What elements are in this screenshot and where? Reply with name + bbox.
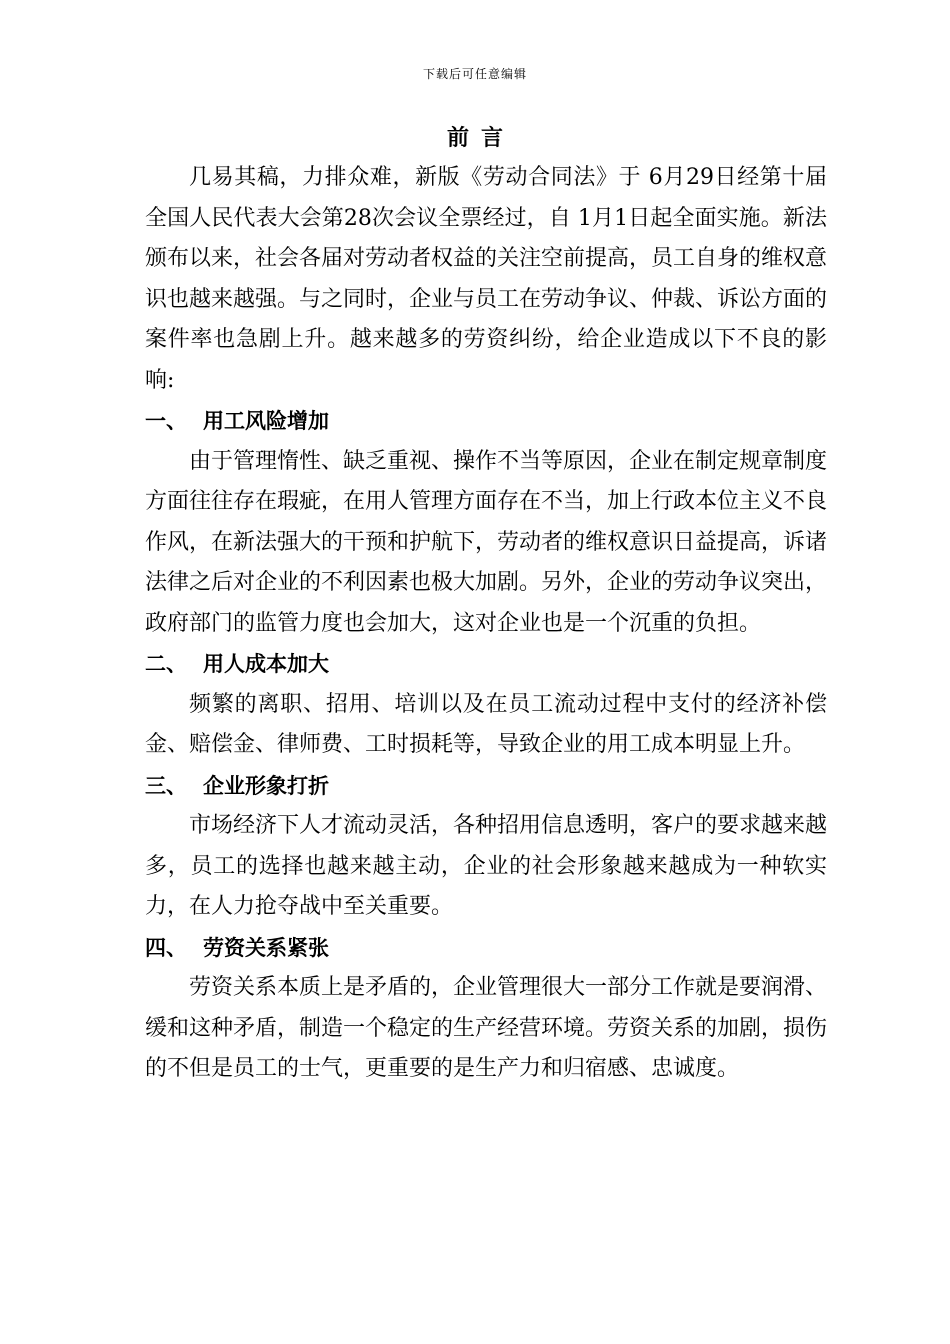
section-title: 用人成本加大 [203, 652, 329, 676]
section-number: 二、 [145, 652, 187, 676]
document-body [145, 158, 827, 1090]
intro-paragraph: 几易其稿，力排众难，新版《劳动合同法》于 6月29日经第十届全国人民代表大会第28次会议全票经过，自 1月1日起全面实施。新法颁布以来，社会各届对劳动者权益的关注空前提高，员工自身的维权意识也越来越强。与之同时，企业与员工在劳动争议、仲裁、诉讼方面的案件率也急剧上升。越来越多的劳资纠纷，给企业造成以下不良的影响: [145, 165, 828, 393]
section-title: 用工风险增加 [203, 409, 329, 433]
section-paragraph-1: 由于管理惰性、缺乏重视、操作不当等原因，企业在制定规章制度方面往往存在瑕疵，在用人管理方面存在不当，加上行政本位主义不良作风，在新法强大的干预和护航下，劳动者的维权意识日益提高，诉诸法律之后对企业的不利因素也极大加剧。另外，企业的劳动争议突出，政府部门的监管力度也会加大，这对企业也是一个沉重的负担。 [145, 448, 828, 636]
document-title: 前言 [446, 125, 515, 151]
section-heading-1 [145, 401, 827, 442]
section-paragraph-4: 劳资关系本质上是矛盾的，企业管理很大一部分工作就是要润滑、缓和这种矛盾，制造一个稳定的生产经营环境。劳资关系的加剧，损伤的不但是员工的士气，更重要的是生产力和归宿感、忠诚度。 [145, 975, 828, 1081]
section-paragraph-3: 市场经济下人才流动灵活，各种招用信息透明，客户的要求越来越多，员工的选择也越来越主动，企业的社会形象越来越成为一种软实力，在人力抢夺战中至关重要。 [145, 813, 828, 919]
section-title: 劳资关系紧张 [203, 935, 329, 960]
section-heading-4 [145, 928, 827, 969]
section-number: 一、 [145, 409, 187, 433]
section-title: 企业形象打折 [203, 773, 329, 798]
page-header-note: 下载后可任意编辑 [422, 67, 527, 81]
section-number: 三、 [145, 773, 187, 798]
section-number: 四、 [145, 935, 187, 960]
section-heading-3 [145, 766, 827, 807]
section-paragraph-2: 频繁的离职、招用、培训以及在员工流动过程中支付的经济补偿金、赔偿金、律师费、工时损耗等，导致企业的用工成本明显上升。 [145, 691, 827, 757]
section-heading-2 [145, 644, 827, 685]
